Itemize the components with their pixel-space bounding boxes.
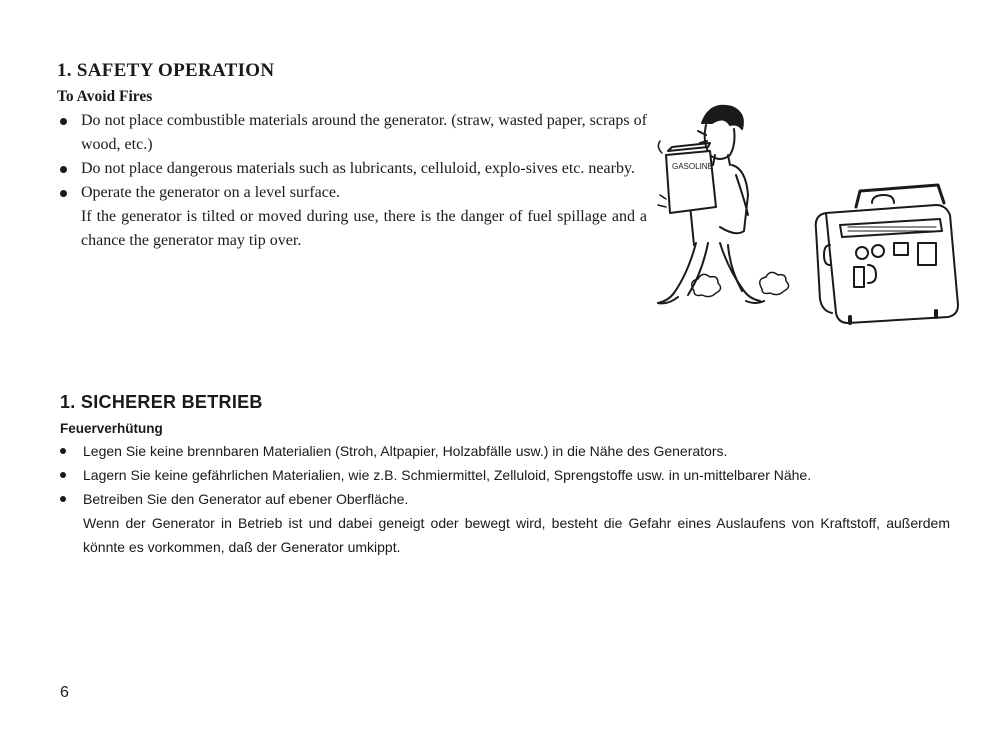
german-bullet-list [60, 439, 950, 559]
german-section [60, 392, 950, 559]
german-bullet-2 [60, 463, 950, 487]
english-section [57, 60, 647, 253]
bullet-text: Operate the generator on a level surface. [81, 184, 340, 201]
bullet-text: Do not place combustible materials around the generator. (straw, wasted paper, scraps of wood, etc.) [81, 112, 647, 153]
generator-illustration [816, 185, 958, 323]
bullet-continuation: Wenn der Generator in Betrieb ist und dabei geneigt oder bewegt wird, besteht die Gefahr eines Auslaufens von Kraftstoff, außerdem könnte es vorkommen, daß der Generator umkippt. [83, 515, 950, 555]
english-bullet-list [57, 109, 647, 253]
bullet-text: Legen Sie keine brennbaren Materialien (Stroh, Altpapier, Holzabfälle usw.) in die Nähe des Generators. [83, 443, 728, 459]
bullet-continuation: If the generator is tilted or moved during use, there is the danger of fuel spillage and a chance the generator may tip over. [81, 208, 647, 249]
english-subheading: To Avoid Fires [57, 88, 153, 105]
bullet-text: Do not place dangerous materials such as lubricants, celluloid, explo-sives etc. nearby. [81, 160, 635, 177]
german-bullet-1 [60, 439, 950, 463]
english-bullet-3 [57, 181, 647, 253]
bullet-text: Lagern Sie keine gefährlichen Materialien, wie z.B. Schmiermittel, Zelluloid, Sprengstoffe usw. in un-mittelbarer Nähe. [83, 467, 812, 483]
gasoline-can [658, 141, 716, 213]
german-subheading: Feuerverhütung [60, 421, 163, 436]
english-bullet-2 [57, 157, 647, 181]
bullet-text: Betreiben Sie den Generator auf ebener Oberfläche. [83, 491, 409, 507]
gasoline-can-label: GASOLINE [672, 162, 713, 171]
man-carrying-gasoline-illustration [650, 95, 980, 325]
english-bullet-1 [57, 109, 647, 157]
german-heading: 1. SICHERER BETRIEB [60, 392, 263, 412]
german-bullet-3 [60, 487, 950, 559]
english-heading: 1. SAFETY OPERATION [57, 60, 275, 81]
page-number: 6 [60, 684, 69, 701]
